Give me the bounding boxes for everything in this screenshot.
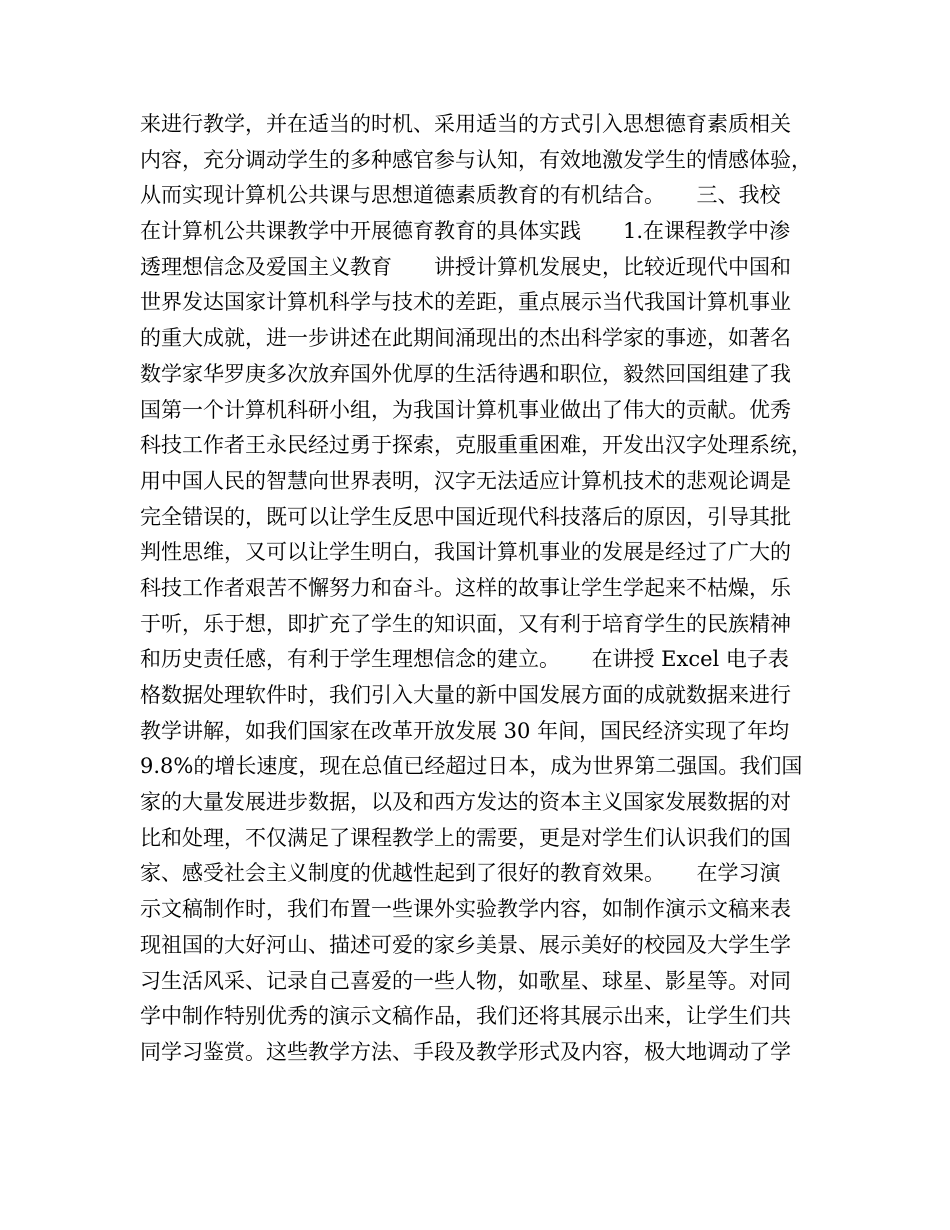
text-line: 内容，充分调动学生的多种感官参与认知，有效地激发学生的情感体验， (140, 147, 812, 172)
text-line: 示文稿制作时，我们布置一些课外实验教学内容，如制作演示文稿来表 (140, 897, 791, 922)
text-line: 格数据处理软件时，我们引入大量的新中国发展方面的成就数据来进行 (140, 683, 791, 707)
text-line: 用中国人民的智慧向世界表明，汉字无法适应计算机技术的悲观论调是 (140, 468, 791, 493)
text-line: 于听，乐于想，即扩充了学生的知识面，又有利于培育学生的民族精神 (140, 611, 791, 636)
text-line: 科技工作者王永民经过勇于探索，克服重重困难，开发出汉字处理系统， (140, 433, 812, 458)
text-line: 来进行教学，并在适当的时机、采用适当的方式引入思想德育素质相关 (140, 112, 791, 136)
text-line: 家的大量发展进步数据，以及和西方发达的资本主义国家发展数据的对 (140, 790, 791, 815)
text-line: 现祖国的大好河山、描述可爱的家乡美景、展示美好的校园及大学生学 (140, 932, 791, 957)
text-line: 学中制作特别优秀的演示文稿作品，我们还将其展示出来，让学生们共 (140, 1004, 791, 1029)
text-line: 同学习鉴赏。这些教学方法、手段及教学形式及内容，极大地调动了学 (140, 1039, 791, 1064)
text-line: 家、感受社会主义制度的优越性起到了很好的教育效果。 在学习演 (140, 861, 781, 886)
text-line: 判性思维，又可以让学生明白，我国计算机事业的发展是经过了广大的 (140, 540, 791, 565)
text-line: 完全错误的，既可以让学生反思中国近现代科技落后的原因，引导其批 (140, 504, 791, 529)
text-line: 科技工作者艰苦不懈努力和奋斗。这样的故事让学生学起来不枯燥，乐 (140, 575, 791, 600)
text-line: 数学家华罗庚多次放弃国外优厚的生活待遇和职位，毅然回国组建了我 (140, 361, 791, 386)
text-line: 在计算机公共课教学中开展德育教育的具体实践 1.在课程教学中渗 (140, 219, 791, 244)
text-line: 教学讲解，如我们国家在改革开放发展 30 年间，国民经济实现了年均 (140, 718, 790, 743)
body-text (140, 107, 820, 1071)
text-line: 习生活风采、记录自己喜爱的一些人物，如歌星、球星、影星等。对同 (140, 968, 791, 993)
text-line: 透理想信念及爱国主义教育 讲授计算机发展史，比较近现代中国和 (140, 254, 791, 279)
text-line: 国第一个计算机科研小组，为我国计算机事业做出了伟大的贡献。优秀 (140, 397, 791, 422)
text-line: 从而实现计算机公共课与思想道德素质教育的有机结合。 三、我校 (140, 183, 781, 208)
text-line: 的重大成就，进一步讲述在此期间涌现出的杰出科学家的事迹，如著名 (140, 326, 791, 351)
text-line: 和历史责任感，有利于学生理想信念的建立。 在讲授 Excel 电子表 (140, 647, 789, 672)
text-line: 世界发达国家计算机科学与技术的差距，重点展示当代我国计算机事业 (140, 290, 791, 315)
text-line: 比和处理，不仅满足了课程教学上的需要，更是对学生们认识我们的国 (140, 825, 791, 850)
text-line: 9.8%的增长速度，现在总值已经超过日本，成为世界第二强国。我们国 (140, 754, 803, 779)
